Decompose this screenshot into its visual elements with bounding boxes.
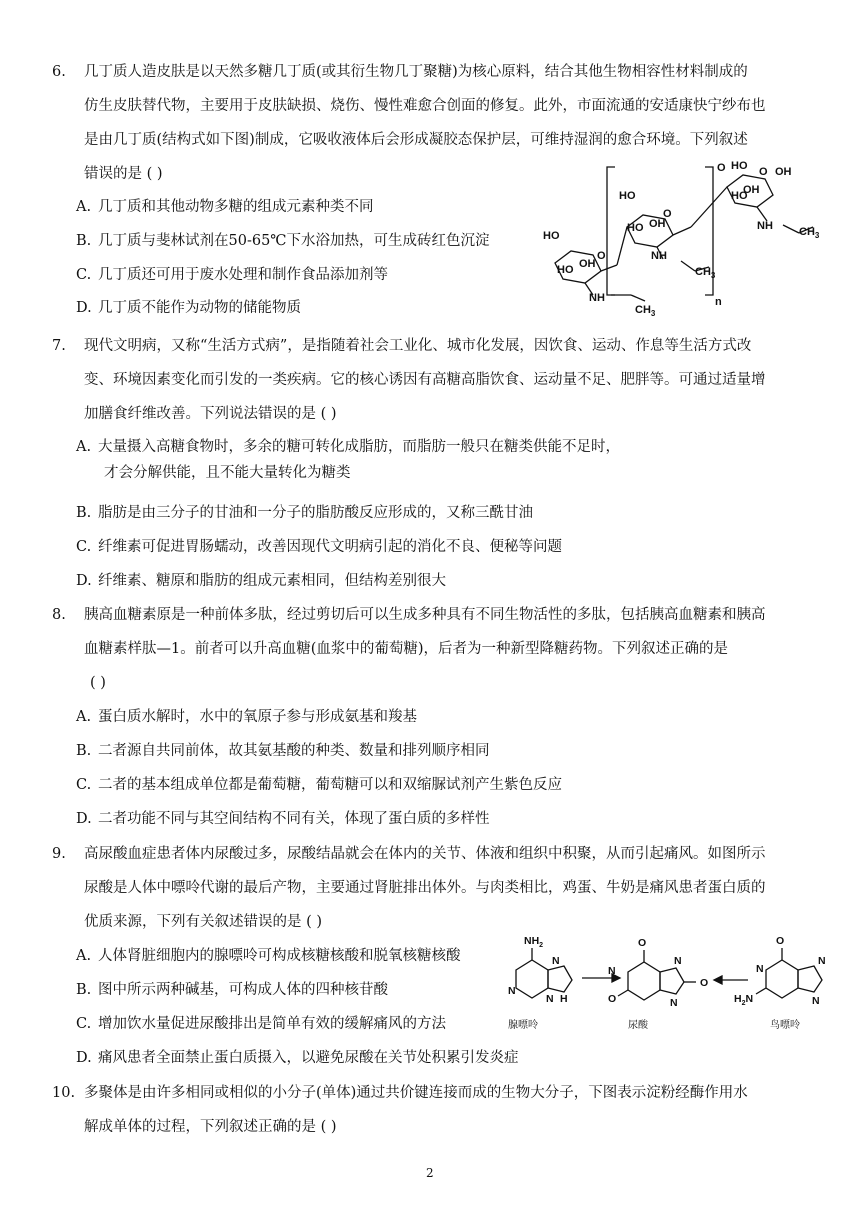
question-9-number: 9.: [52, 846, 66, 862]
question-9-option-c[interactable]: C. 增加饮水量促进尿酸排出是简单有效的缓解痛风的方法: [76, 1016, 446, 1032]
question-8-option-b[interactable]: B. 二者源自共同前体，故其氨基酸的种类、数量和排列顺序相同: [76, 743, 490, 759]
chitin-label-oh-2: OH: [649, 218, 666, 230]
uric-acid-structure: [628, 962, 660, 1000]
question-10-line-1: 多聚体是由许多相同或相似的小分子(单体)通过共价键连接而成的生物大分子，下图表示淀粉经酶作用水: [84, 1085, 748, 1101]
question-7-option-a[interactable]: A. 大量摄入高糖食物时，多余的糖可转化成脂肪，而脂肪一般只在糖类供能不足时，: [76, 439, 620, 455]
question-9-option-a[interactable]: A. 人体肾脏细胞内的腺嘌呤可构成核糖核酸和脱氧核糖核酸: [76, 948, 461, 964]
chitin-label-oh-1: OH: [579, 258, 596, 270]
uric-acid-label-hn: N: [608, 965, 616, 977]
question-9-line-2: 尿酸是人体中嘌呤代谢的最后产物，主要通过肾脏排出体外。与肉类相比，鸡蛋、牛奶是痛风患者蛋白质的: [84, 880, 766, 896]
question-8-line-2: 血糖素样肽—1。前者可以升高血糖(血浆中的葡萄糖)，后者为一种新型降糖药物。下列叙述正确的是: [84, 641, 729, 657]
guanine-label-o: O: [776, 935, 785, 947]
chitin-label-ho-2: HO: [557, 264, 574, 276]
question-6-line-3: 是由几丁质(结构式如下图)制成，它吸收液体后会形成凝胶态保护层，可维持湿润的愈合环境。下列叙述: [84, 132, 748, 148]
adenine-label-n-1: N: [552, 955, 560, 967]
uric-acid-caption: 尿酸: [628, 1020, 648, 1031]
question-6-option-d[interactable]: D. 几丁质不能作为动物的储能物质: [76, 300, 301, 316]
question-10-number: 10.: [52, 1085, 76, 1101]
chitin-label-oh-3: OH: [775, 166, 792, 178]
chitin-label-n: n: [715, 296, 722, 308]
chitin-label-ho-5: HO: [731, 160, 748, 172]
question-7-option-c[interactable]: C. 纤维素可促进胃肠蠕动，改善因现代文明病引起的消化不良、便秘等问题: [76, 539, 562, 555]
chitin-label-oh-4: OH: [743, 184, 760, 196]
chitin-label-ch3-2: $CH_3$: [695, 266, 716, 280]
uric-acid-label-o-2: O: [608, 993, 617, 1005]
uric-acid-label-n-2: N: [670, 997, 678, 1009]
guanine-label-n-2: N: [812, 995, 820, 1007]
chitin-label-ho-1: HO: [543, 230, 560, 242]
question-6-option-b[interactable]: B. 几丁质与斐林试剂在50-65℃下水浴加热，可生成砖红色沉淀: [76, 233, 490, 249]
chitin-label-o-3: O: [717, 162, 726, 174]
question-7-line-1: 现代文明病，又称“生活方式病”，是指随着社会工业化、城市化发展，因饮食、运动、作息等生活方式改: [84, 338, 752, 354]
chitin-label-nh-3: NH: [757, 220, 773, 232]
chitin-label-o-1: O: [597, 250, 606, 262]
question-8-option-c[interactable]: C. 二者的基本组成单位都是葡萄糖，葡萄糖可以和双缩脲试剂产生紫色反应: [76, 777, 562, 793]
adenine-structure: [516, 960, 548, 998]
question-9-line-1: 高尿酸血症患者体内尿酸过多，尿酸结晶就会在体内的关节、体液和组织中积聚，从而引起痛风。如图所示: [84, 846, 766, 862]
question-7-option-d[interactable]: D. 纤维素、糖原和脂肪的组成元素相同，但结构差别很大: [76, 573, 446, 589]
question-7-line-2: 变、环境因素变化而引发的一类疾病。它的核心诱因有高糖高脂饮食、运动量不足、肥胖等。可通过适量增: [84, 372, 766, 388]
chitin-label-o-4: O: [759, 166, 768, 178]
guanine-label-hn: N: [756, 963, 764, 975]
chitin-label-ch3-1: $CH_3$: [635, 304, 656, 318]
page-number: 2: [426, 1166, 434, 1180]
adenine-caption: 腺嘌呤: [508, 1020, 538, 1031]
uric-acid-metabolism-figure: [488, 930, 850, 1040]
question-8-option-d[interactable]: D. 二者功能不同与其空间结构不同有关，体现了蛋白质的多样性: [76, 811, 490, 827]
chitin-label-o-2: O: [663, 208, 672, 220]
question-6-line-4: 错误的是 ( ): [84, 166, 163, 182]
chitin-label-ho-4: HO: [627, 222, 644, 234]
question-8-number: 8.: [52, 607, 66, 623]
question-8-line-1: 胰高血糖素原是一种前体多肽，经过剪切后可以生成多种具有不同生物活性的多肽，包括胰高血糖素和胰高: [84, 607, 766, 623]
guanine-caption: 鸟嘌呤: [770, 1020, 800, 1031]
question-10-line-2: 解成单体的过程，下列叙述正确的是 ( ): [84, 1119, 337, 1135]
guanine-label-n-1: N: [818, 955, 826, 967]
question-7-option-b[interactable]: B. 脂肪是由三分子的甘油和一分子的脂肪酸反应形成的，又称三酰甘油: [76, 505, 533, 521]
adenine-label-nh2: $NH_2$: [524, 935, 544, 949]
guanine-structure: [766, 960, 798, 998]
question-8-option-a[interactable]: A. 蛋白质水解时，水中的氧原子参与形成氨基和羧基: [76, 709, 417, 725]
question-6-line-2: 仿生皮肤替代物，主要用于皮肤缺损、烧伤、慢性难愈合创面的修复。此外，市面流通的安适康快宁纱布也: [84, 98, 766, 114]
question-6-line-1: 几丁质人造皮肤是以天然多糖几丁质(或其衍生物几丁聚糖)为核心原料，结合其他生物相容性材料制成的: [84, 64, 748, 80]
question-9-line-3: 优质来源，下列有关叙述错误的是 ( ): [84, 914, 323, 930]
question-6-option-c[interactable]: C. 几丁质还可用于废水处理和制作食品添加剂等: [76, 267, 388, 283]
chitin-label-nh-1: NH: [589, 292, 605, 304]
question-7-option-a-continued: 才会分解供能，且不能大量转化为糖类: [104, 465, 351, 481]
question-7-number: 7.: [52, 338, 66, 354]
uric-acid-label-o-3: O: [700, 977, 709, 989]
adenine-label-n-2: N: [508, 985, 516, 997]
chitin-label-ho-3: HO: [619, 190, 636, 202]
chitin-label-ho-6: HO: [731, 190, 748, 202]
question-8-line-3: ( ): [90, 675, 106, 691]
question-9-option-b[interactable]: B. 图中所示两种碱基，可构成人体的四种核苷酸: [76, 982, 388, 998]
uric-acid-label-n-1: N: [674, 955, 682, 967]
question-9-option-d[interactable]: D. 痛风患者全面禁止蛋白质摄入，以避免尿酸在关节处积累引发炎症: [76, 1050, 519, 1066]
chitin-label-nh-2: NH: [651, 250, 667, 262]
chitin-label-ch3-3: $CH_3$: [799, 226, 820, 240]
adenine-label-h: H: [560, 993, 568, 1005]
guanine-label-h2n: $H_2N$: [734, 993, 754, 1007]
question-7-line-3: 加膳食纤维改善。下列说法错误的是 ( ): [84, 406, 337, 422]
question-6-number: 6.: [52, 64, 66, 80]
chitin-structure-figure: [535, 155, 835, 320]
question-6-option-a[interactable]: A. 几丁质和其他动物多糖的组成元素种类不同: [76, 199, 374, 215]
adenine-label-n-3: N: [546, 993, 554, 1005]
uric-acid-label-o-1: O: [638, 937, 647, 949]
